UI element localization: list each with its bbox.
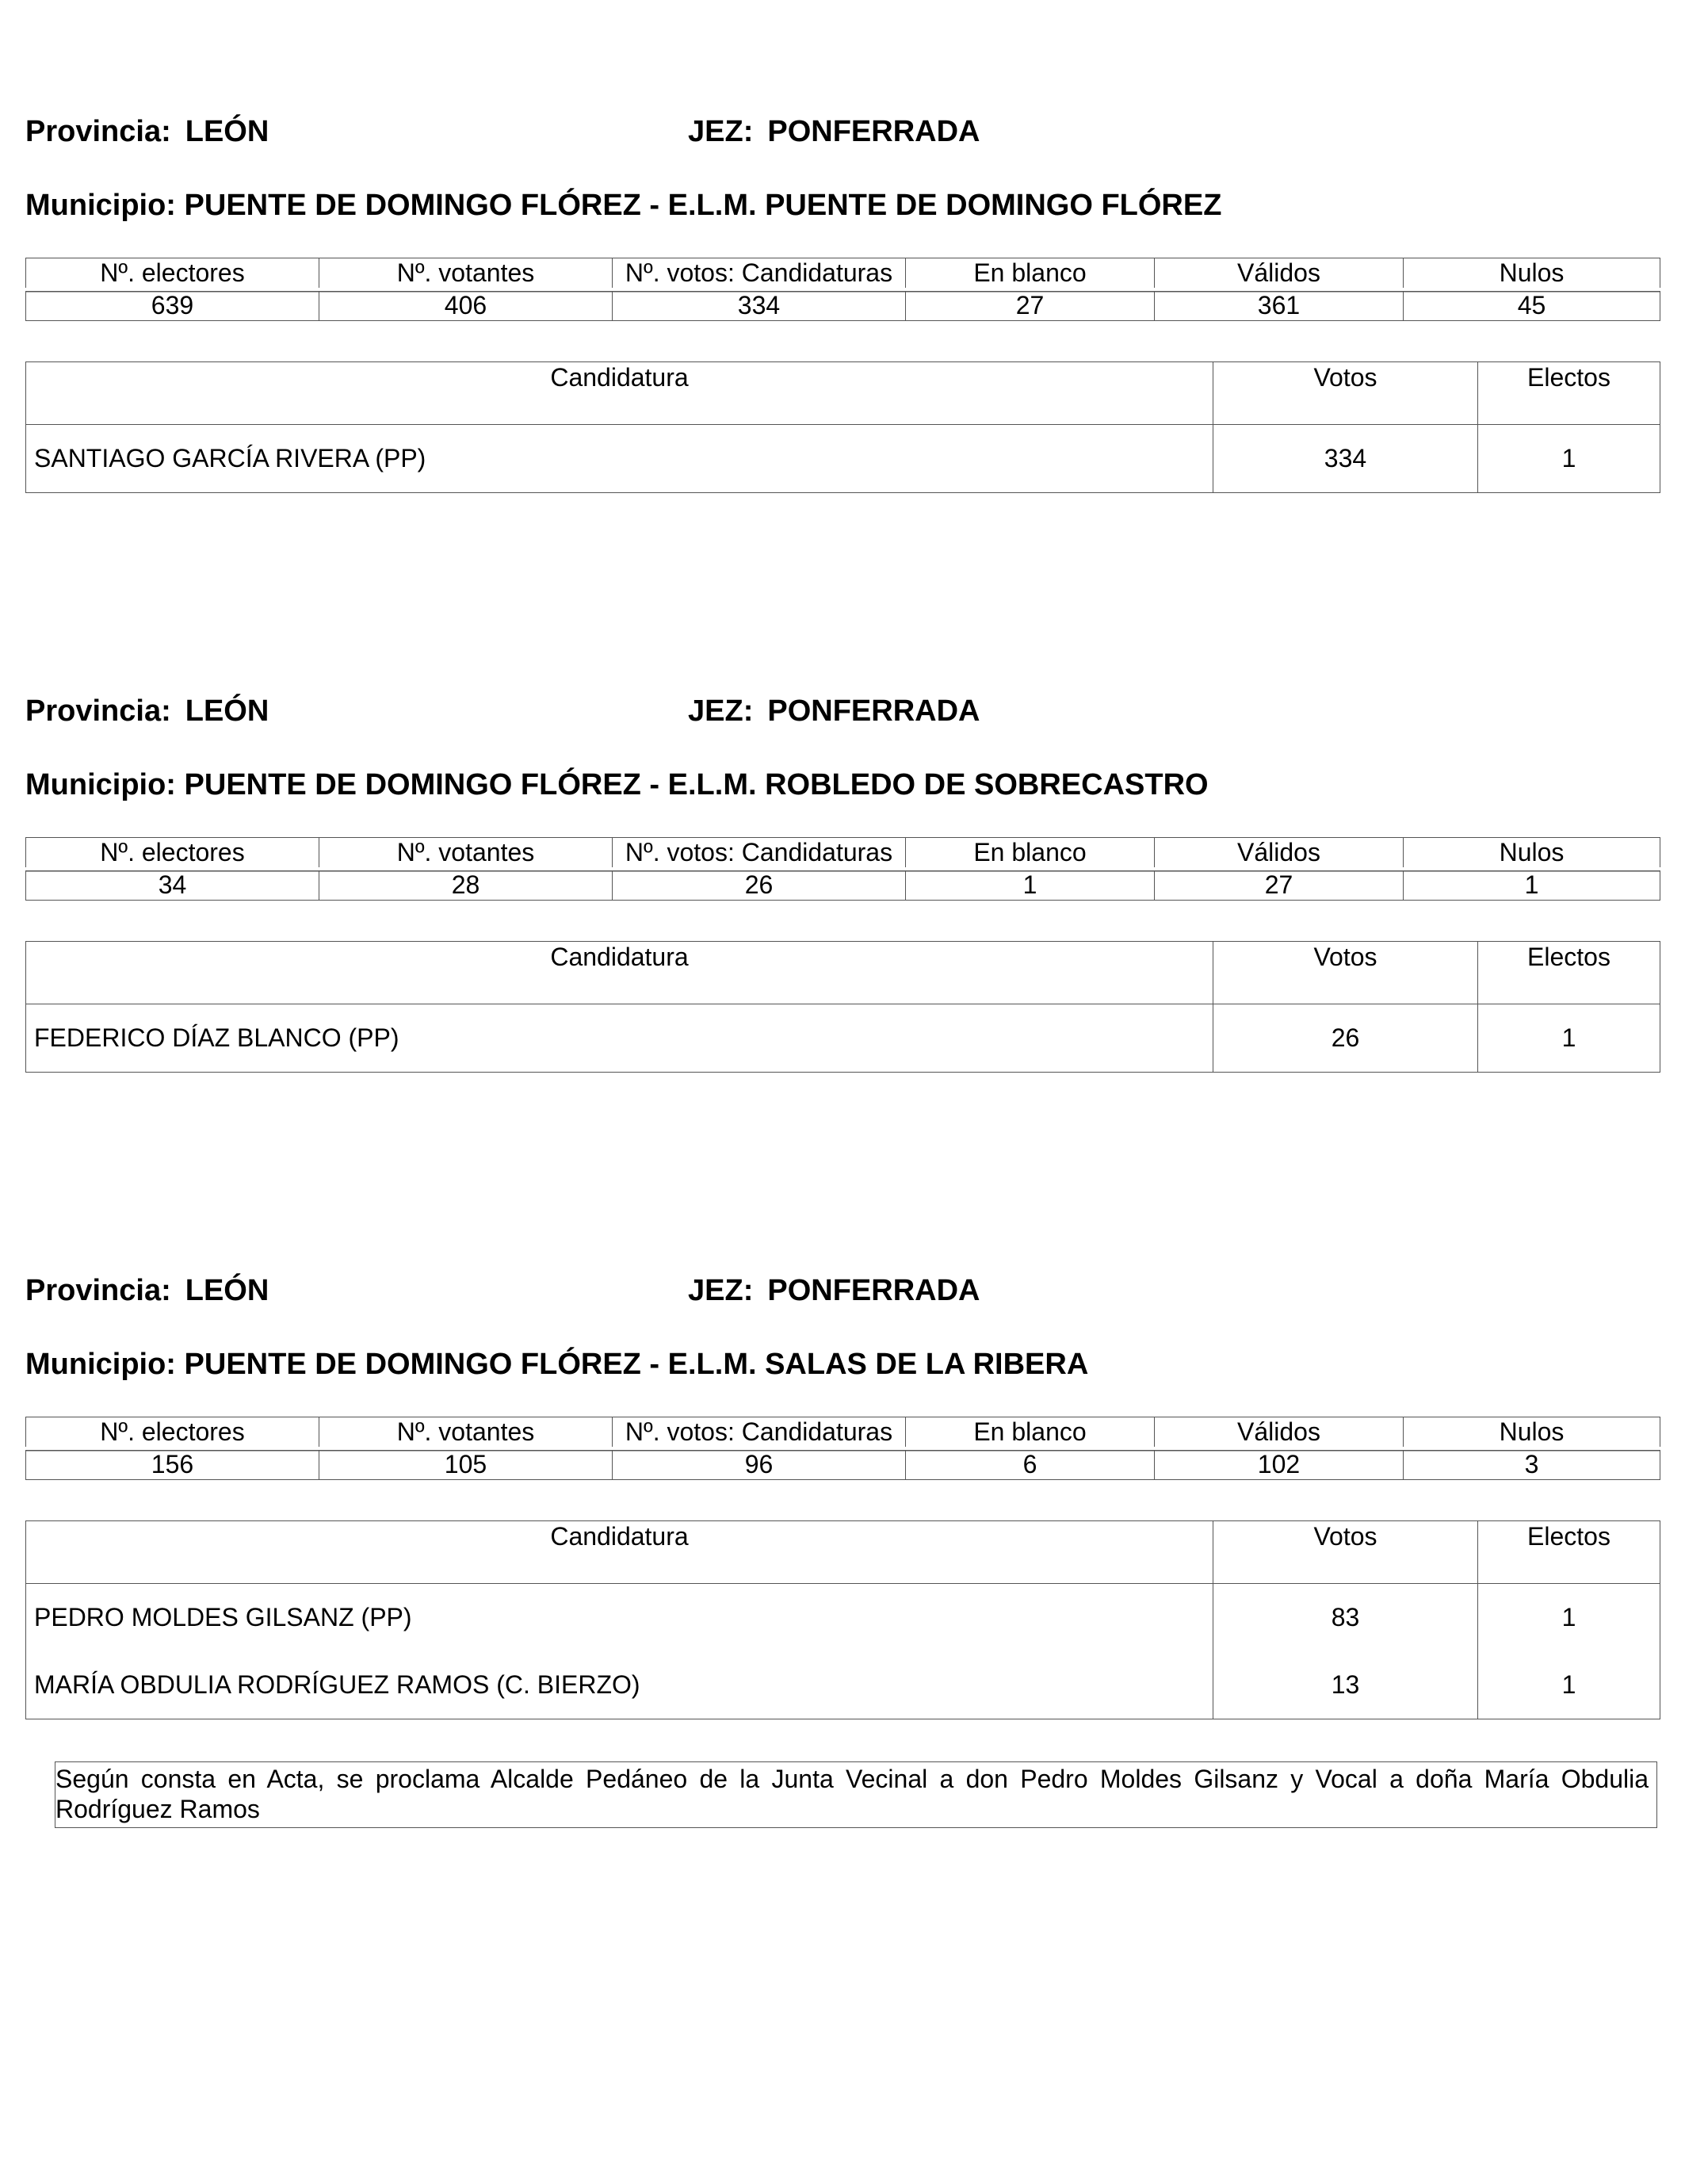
electos-header: Electos (1478, 942, 1660, 1004)
stats-header-row (26, 838, 1660, 870)
result-section-2 (25, 579, 1660, 1134)
stats-header: Válidos (1155, 838, 1404, 870)
stats-value: 28 (319, 869, 613, 901)
stats-header: En blanco (906, 1417, 1155, 1449)
provincia-line (25, 114, 269, 149)
candidatura-header: Candidatura (26, 1521, 1213, 1584)
provincia-label: Provincia: (25, 694, 171, 728)
municipio-label: Municipio: (25, 189, 176, 222)
candidate-electos: 1 (1478, 1584, 1660, 1652)
stats-header: Nº. votos: Candidaturas (613, 838, 906, 870)
provincia-line (25, 1273, 269, 1308)
municipio-value: PUENTE DE DOMINGO FLÓREZ - E.L.M. ROBLEDO DE SOBRECASTRO (184, 768, 1209, 801)
stats-table (25, 837, 1660, 901)
stats-header-row (26, 1417, 1660, 1449)
municipio-value: PUENTE DE DOMINGO FLÓREZ - E.L.M. SALAS DE LA RIBERA (184, 1348, 1089, 1381)
votos-header: Votos (1213, 362, 1478, 425)
candidate-electos: 1 (1478, 1651, 1660, 1719)
stats-header: Válidos (1155, 1417, 1404, 1449)
stats-value: 105 (319, 1448, 613, 1480)
stats-table (25, 258, 1660, 321)
jez-line (688, 694, 980, 729)
candidate-votos: 26 (1213, 1004, 1478, 1073)
provincia-label: Provincia: (25, 115, 171, 148)
stats-header: Nº. electores (26, 838, 319, 870)
candidate-name: PEDRO MOLDES GILSANZ (PP) (26, 1584, 1213, 1652)
candidate-name: SANTIAGO GARCÍA RIVERA (PP) (26, 425, 1213, 493)
jez-label: JEZ: (688, 694, 754, 728)
stats-value: 34 (26, 869, 319, 901)
candidate-votos: 334 (1213, 425, 1478, 493)
stats-value: 26 (613, 869, 906, 901)
stats-value-row (26, 1448, 1660, 1480)
proclamation-note: Según consta en Acta, se proclama Alcalde Pedáneo de la Junta Vecinal a don Pedro Moldes Gilsanz y Vocal a doña María Obdulia Rodríguez Ramos (55, 1761, 1657, 1828)
votos-header: Votos (1213, 942, 1478, 1004)
stats-value: 1 (1404, 869, 1660, 901)
stats-value: 45 (1404, 289, 1660, 321)
candidatura-header: Candidatura (26, 362, 1213, 425)
stats-header: Nº. votantes (319, 258, 613, 290)
stats-header: Nº. electores (26, 1417, 319, 1449)
stats-value: 1 (906, 869, 1155, 901)
result-section-1 (25, 0, 1660, 555)
candidates-table (25, 941, 1660, 1073)
provincia-line (25, 694, 269, 729)
stats-header: Nº. votos: Candidaturas (613, 1417, 906, 1449)
stats-header: Nº. electores (26, 258, 319, 290)
jez-label: JEZ: (688, 1274, 754, 1307)
candidates-table (25, 361, 1660, 493)
electos-header: Electos (1478, 1521, 1660, 1584)
municipio-line (25, 188, 1221, 223)
provincia-value: LEÓN (185, 694, 269, 728)
stats-value: 361 (1155, 289, 1404, 321)
candidate-name: MARÍA OBDULIA RODRÍGUEZ RAMOS (C. BIERZO) (26, 1651, 1213, 1719)
stats-header: Nulos (1404, 258, 1660, 290)
stats-value: 406 (319, 289, 613, 321)
jez-value: PONFERRADA (767, 1274, 980, 1307)
stats-header: Válidos (1155, 258, 1404, 290)
jez-label: JEZ: (688, 115, 754, 148)
provincia-value: LEÓN (185, 1274, 269, 1307)
stats-table (25, 1417, 1660, 1480)
stats-header: Nulos (1404, 1417, 1660, 1449)
candidate-votos: 13 (1213, 1651, 1478, 1719)
jez-value: PONFERRADA (767, 694, 980, 728)
stats-header-row (26, 258, 1660, 290)
municipio-label: Municipio: (25, 1348, 176, 1381)
stats-value: 27 (906, 289, 1155, 321)
stats-value-row (26, 869, 1660, 901)
stats-value: 96 (613, 1448, 906, 1480)
candidates-header-row (26, 942, 1660, 1004)
candidate-electos: 1 (1478, 1004, 1660, 1073)
stats-header: Nulos (1404, 838, 1660, 870)
candidate-row (26, 1584, 1660, 1652)
stats-header: Nº. votantes (319, 838, 613, 870)
stats-value: 102 (1155, 1448, 1404, 1480)
jez-value: PONFERRADA (767, 115, 980, 148)
result-section-3 (25, 1159, 1660, 1714)
jez-line (688, 1273, 980, 1308)
candidate-row (26, 1004, 1660, 1073)
candidate-row (26, 425, 1660, 493)
stats-header: Nº. votantes (319, 1417, 613, 1449)
stats-value: 3 (1404, 1448, 1660, 1480)
stats-value: 156 (26, 1448, 319, 1480)
stats-value: 6 (906, 1448, 1155, 1480)
candidates-table (25, 1520, 1660, 1719)
stats-value: 639 (26, 289, 319, 321)
stats-value: 27 (1155, 869, 1404, 901)
candidate-votos: 83 (1213, 1584, 1478, 1652)
candidates-header-row (26, 1521, 1660, 1584)
provincia-label: Provincia: (25, 1274, 171, 1307)
stats-value-row (26, 289, 1660, 321)
provincia-value: LEÓN (185, 115, 269, 148)
municipio-line (25, 1347, 1088, 1382)
municipio-line (25, 767, 1209, 802)
municipio-value: PUENTE DE DOMINGO FLÓREZ - E.L.M. PUENTE DE DOMINGO FLÓREZ (184, 189, 1222, 222)
stats-value: 334 (613, 289, 906, 321)
candidates-header-row (26, 362, 1660, 425)
votos-header: Votos (1213, 1521, 1478, 1584)
candidate-name: FEDERICO DÍAZ BLANCO (PP) (26, 1004, 1213, 1073)
stats-header: Nº. votos: Candidaturas (613, 258, 906, 290)
electos-header: Electos (1478, 362, 1660, 425)
candidatura-header: Candidatura (26, 942, 1213, 1004)
candidate-row (26, 1651, 1660, 1719)
candidate-electos: 1 (1478, 425, 1660, 493)
municipio-label: Municipio: (25, 768, 176, 801)
stats-header: En blanco (906, 258, 1155, 290)
jez-line (688, 114, 980, 149)
stats-header: En blanco (906, 838, 1155, 870)
